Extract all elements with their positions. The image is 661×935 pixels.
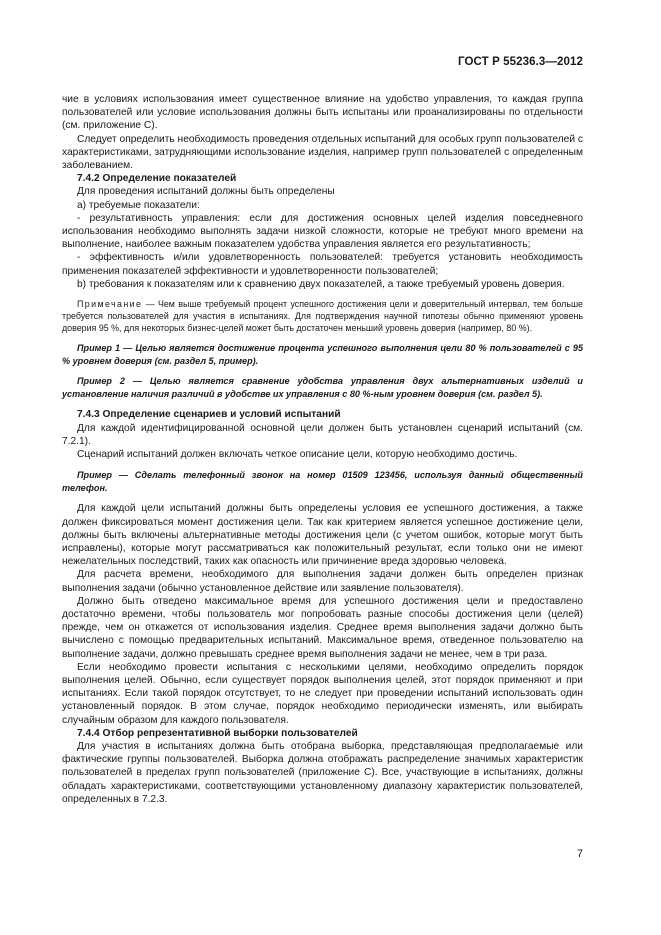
list-item: - эффективность и/или удовлетворенность пользователей: требуется установить необходимость применения показателей эффективности и удовлетворенности пользователей; bbox=[62, 252, 583, 277]
example-1: Пример 1 — Целью является достижение процента успешного выполнения цели 80 % пользователей с 95 % уровнем доверия (см. раздел 5, пример). bbox=[62, 343, 583, 366]
page-number: 7 bbox=[576, 848, 583, 860]
paragraph: Для проведения испытаний должны быть определены bbox=[77, 186, 335, 198]
paragraph: Для расчета времени, необходимого для выполнения задачи должен быть определен признак выполнения задачи (обычно установленное действие или заявление пользователя). bbox=[62, 569, 583, 594]
paragraph: Следует определить необходимость проведения отдельных испытаний для особых групп пользователей с характеристиками, затрудняющими использование изделия, например групп пользователей с определенным заболеванием. bbox=[62, 133, 583, 172]
list-item: b) требования к показателям или к сравнению двух показателей, а также требуемый уровень доверия. bbox=[77, 278, 565, 290]
section-heading-7-4-4: 7.4.4 Отбор репрезентативной выборки пользователей bbox=[77, 727, 358, 739]
paragraph: чие в условиях использования имеет существенное влияние на удобство управления, то каждая группа пользователей или условие использования должны быть испытаны или проанализированы по отдельности (см. приложение С). bbox=[62, 94, 583, 132]
paragraph: Должно быть отведено максимальное время для успешного достижения цели и предоставлено достаточно времени, чтобы пользователь мог попробовать разные способы достижения цели (целей) прежде, чем он откажется от использования изделия. Среднее время выполнения задачи должно быть вычислено с помощью предварительных испытаний. Максимальное время, отведенное пользователю на выполнение задачи, должно превышать среднее время выполнения задачи не менее, чем в три раза. bbox=[62, 595, 583, 660]
note-text: — Чем выше требуемый процент успешного достижения цели и доверительный интервал, тем больше требуется пользователей для участия в испытаниях. Для подтверждения научной гипотезы обычно применяют уровень доверия 95 %, для некоторых бизнес-целей может быть достаточен меньший уровень доверия (например, 80 %). bbox=[62, 299, 583, 334]
paragraph: Для участия в испытаниях должна быть отобрана выборка, представляющая предполагаемые или фактические группы пользователей. Выборка должна отображать распределение значимых характеристик пользователей в пределах групп пользователей (приложение С). Все, участвующие в испытаниях, должны обладать характеристиками, соответствующими установленному диапазону характеристик пользователей, определенных в 7.2.3. bbox=[62, 741, 583, 805]
section-heading-7-4-2: 7.4.2 Определение показателей bbox=[77, 173, 237, 185]
example-2: Пример 2 — Целью является сравнение удобства управления двух альтернативных изделий и установление наличия различий в удобстве их управления с 80 %-ным уровнем доверия (см. раздел 5). bbox=[62, 376, 583, 399]
section-heading-7-4-3: 7.4.3 Определение сценариев и условий испытаний bbox=[77, 409, 341, 421]
list-item: - результативность управления: если для достижения основных целей изделия повседневного использования необходимо выполнять задачи низкой сложности, которые не требуют много времени на выполнение, наиболее важным показателем удобства управления является его результативность; bbox=[62, 212, 583, 251]
paragraph: Для каждой идентифицированной основной цели должен быть установлен сценарий испытаний (см. 7.2.1). bbox=[62, 422, 583, 447]
paragraph: Для каждой цели испытаний должны быть определены условия ее успешного достижения, а также должен фиксироваться момент достижения цели. Так как критерием является успешное достижение цели, должны быть включены альтернативные методы достижения цели (с учетом ошибок, которые могут быть исправлены), которые могут рассматриваться как положительный результат, если только они не имеют нежелательных последствий, таких как опасность или причинение вреда здоровью человека. bbox=[62, 503, 583, 568]
list-item: а) требуемые показатели: bbox=[77, 199, 200, 211]
main-text bbox=[62, 93, 583, 806]
example-3: Пример — Сделать телефонный звонок на номер 01509 123456, используя данный общественный телефон. bbox=[62, 470, 583, 493]
paragraph: Если необходимо провести испытания с несколькими целями, необходимо определить порядок выполнения целей. Обычно, если существует порядок выполнения целей, этот порядок применяют и при испытаниях. Если такой порядок отсутствует, то не следует при проведении испытаний использовать один установленный порядок. В этом случае, порядок необходимо периодически изменять, или выбирать случайным образом для каждого пользователя. bbox=[62, 661, 583, 726]
note bbox=[62, 298, 583, 334]
document-code-header: ГОСТ Р 55236.3—2012 bbox=[458, 56, 583, 68]
paragraph: Сценарий испытаний должен включать четкое описание цели, которую необходимо достичь. bbox=[77, 449, 518, 461]
note-label: Примечание bbox=[77, 299, 143, 310]
